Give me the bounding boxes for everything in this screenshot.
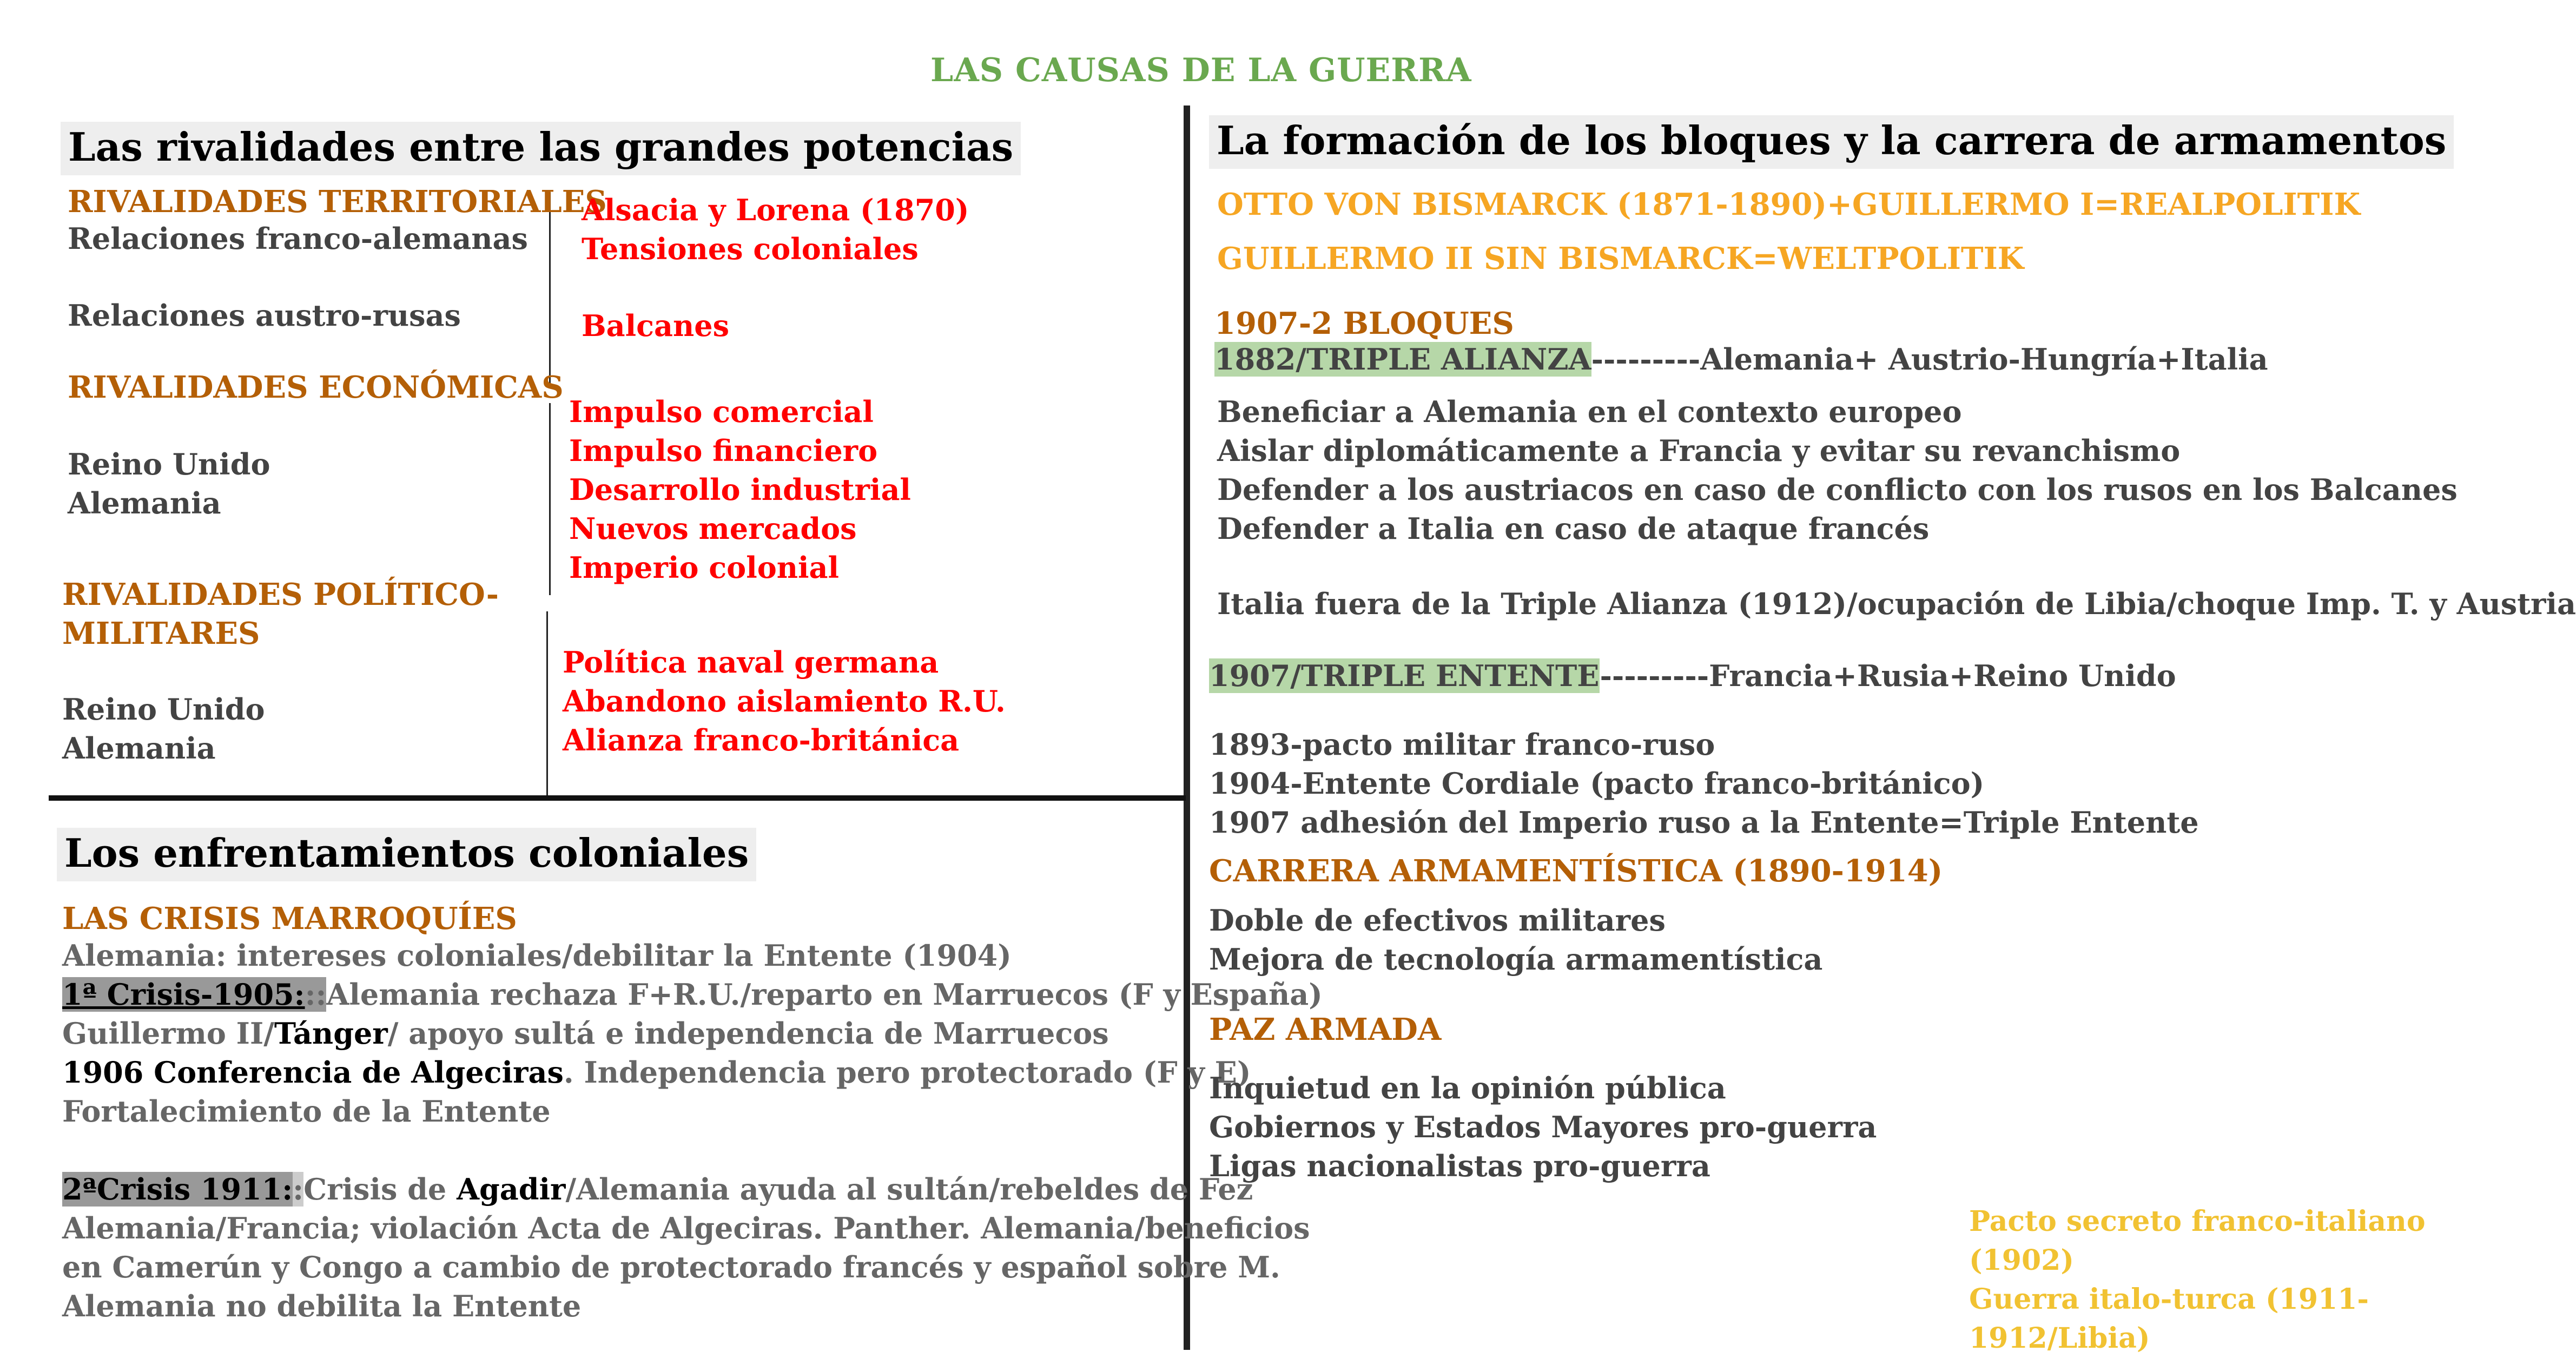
crisis-line: Alemania no debilita la Entente [62, 1289, 582, 1323]
text-span: ---------Francia+Rusia+Reino Unido [1600, 658, 2176, 693]
list-item: Impulso comercial [569, 394, 874, 429]
triple-entente-tag: 1907/TRIPLE ENTENTE [1209, 658, 1600, 693]
list-item: Beneficiar a Alemania en el contexto europeo [1217, 394, 1962, 429]
coloniales-heading: Los enfrentamientos coloniales [57, 828, 756, 881]
left-horizontal-divider [49, 795, 1186, 801]
text-span: . Independencia pero protectorado (F y E) [563, 1055, 1251, 1090]
list-item: Reino Unido [68, 447, 270, 482]
crisis-text-block [62, 936, 1323, 1326]
list-item: Alemania [62, 731, 216, 766]
list-item: Abandono aislamiento R.U. [563, 684, 1006, 718]
list-item: Doble de efectivos militares [1209, 903, 1666, 938]
entente-points [1209, 725, 2199, 842]
list-item: Aislar diplomáticamente a Francia y evitar su revanchismo [1217, 433, 2181, 468]
rivalidades-heading: Las rivalidades entre las grandes potencias [61, 122, 1021, 175]
list-item: Pacto secreto franco-italiano [1969, 1205, 2426, 1238]
list-item: Alemania [68, 486, 221, 520]
economicas-left-list [68, 445, 270, 523]
paz-points [1209, 1069, 1877, 1185]
territoriales-label: RIVALIDADES TERRITORIALES [68, 184, 607, 220]
crisis1-line [62, 975, 1323, 1014]
text-span: Guillermo II/ [62, 1016, 274, 1051]
list-item: Gobiernos y Estados Mayores pro-guerra [1209, 1110, 1877, 1144]
italia-notes [1969, 1202, 2426, 1358]
crisis-line: Fortalecimiento de la Entente [62, 1094, 551, 1129]
crisis-line [62, 1053, 1323, 1092]
list-item: Tensiones coloniales [582, 232, 919, 266]
italia-note: Italia fuera de la Triple Alianza (1912)/ocupación de Libia/choque Imp. T. y Austria [1217, 586, 2576, 621]
politico-label-line1: RIVALIDADES POLÍTICO- [62, 577, 499, 612]
list-item: Nuevos mercados [569, 511, 857, 546]
text-span: Crisis de [303, 1172, 457, 1207]
crisis1-sep: :: [305, 977, 327, 1012]
list-item: 1907 adhesión del Imperio ruso a la Entente=Triple Entente [1209, 805, 2199, 840]
page-title: LAS CAUSAS DE LA GUERRA [930, 51, 1472, 89]
list-item: Ligas nacionalistas pro-guerra [1209, 1149, 1710, 1183]
list-item: (1902) [1969, 1244, 2074, 1277]
triple-alianza-tag: 1882/TRIPLE ALIANZA [1214, 342, 1591, 377]
territoriales-left-list [68, 219, 528, 335]
list-item: 1893-pacto militar franco-ruso [1209, 727, 1715, 762]
politico-left-list [62, 690, 265, 768]
economic-divider [549, 403, 551, 595]
territorial-divider [549, 192, 551, 387]
text-span: ---------Alemania+ Austrio-Hungría+Italia [1591, 342, 2268, 377]
list-item: Defender a los austriacos en caso de conflicto con los rusos en los Balcanes [1217, 472, 2458, 507]
triple-entente-line [1209, 656, 2176, 695]
crisis2-tag: 2ªCrisis 1911: [62, 1172, 293, 1207]
text-span: /Alemania ayuda al sultán/rebeldes de Fez [565, 1172, 1253, 1207]
list-item: Guerra italo-turca (1911- [1969, 1283, 2369, 1316]
crisis2-line [62, 1170, 1323, 1209]
bismarck-line: OTTO VON BISMARCK (1871-1890)+GUILLERMO I=REALPOLITIK [1217, 187, 2361, 222]
list-item: Política naval germana [563, 645, 939, 680]
list-item: Defender a Italia en caso de ataque francés [1217, 511, 1930, 546]
list-item: Imperio colonial [569, 550, 839, 585]
economicas-right-list [569, 392, 911, 587]
political-divider [546, 611, 548, 795]
politico-label-line2: MILITARES [62, 616, 260, 651]
list-item: Mejora de tecnología armamentística [1209, 942, 1823, 977]
list-item: Balcanes [582, 308, 730, 343]
bloques-label: 1907-2 BLOQUES [1214, 306, 1514, 341]
paz-label: PAZ ARMADA [1209, 1012, 1442, 1047]
list-item: Relaciones franco-alemanas [68, 221, 528, 256]
list-item: 1912/Libia) [1969, 1322, 2150, 1355]
crisis1-text: Alemania rechaza F+R.U./reparto en Marruecos (F y España) [326, 977, 1323, 1012]
list-item: Reino Unido [62, 692, 265, 727]
list-item: 1904-Entente Cordiale (pacto franco-británico) [1209, 766, 1985, 801]
crisis-line: en Camerún y Congo a cambio de protectorado francés y español sobre M. [62, 1250, 1280, 1284]
triple-alianza-line [1214, 340, 2268, 379]
list-item: Alianza franco-británica [563, 723, 960, 757]
crisis1-tag: 1ª Crisis-1905: [62, 977, 305, 1012]
list-item: Desarrollo industrial [569, 472, 911, 507]
crisis-line: Alemania: intereses coloniales/debilitar la Entente (1904) [62, 938, 1012, 973]
bloques-heading: La formación de los bloques y la carrera de armamentos [1209, 115, 2454, 169]
algeciras-text: 1906 Conferencia de Algeciras [62, 1055, 564, 1090]
carrera-label: CARRERA ARMAMENTÍSTICA (1890-1914) [1209, 853, 1943, 889]
list-item: Inquietud en la opinión pública [1209, 1071, 1726, 1105]
list-item: Relaciones austro-rusas [68, 298, 461, 333]
carrera-points [1209, 901, 1822, 979]
weltpolitik-line: GUILLERMO II SIN BISMARCK=WELTPOLITIK [1217, 241, 2024, 276]
economicas-label: RIVALIDADES ECONÓMICAS [68, 370, 564, 405]
agadir-text: Agadir [457, 1172, 566, 1207]
crisis-line [62, 1014, 1323, 1053]
politico-right-list [563, 643, 1006, 760]
list-item: Impulso financiero [569, 433, 878, 468]
crisis-line: Alemania/Francia; violación Acta de Algeciras. Panther. Alemania/beneficios [62, 1211, 1310, 1245]
list-item: Alsacia y Lorena (1870) [582, 193, 969, 227]
politico-label [62, 575, 499, 653]
alianza-points [1217, 392, 2458, 548]
crisis2-sep: : [293, 1172, 304, 1207]
tanger-text: Tánger [274, 1016, 388, 1051]
crisis-subheading: LAS CRISIS MARROQUÍES [62, 901, 517, 937]
text-span: / apoyo sultá e independencia de Marruecos [387, 1016, 1109, 1051]
territoriales-right-list [582, 190, 969, 345]
